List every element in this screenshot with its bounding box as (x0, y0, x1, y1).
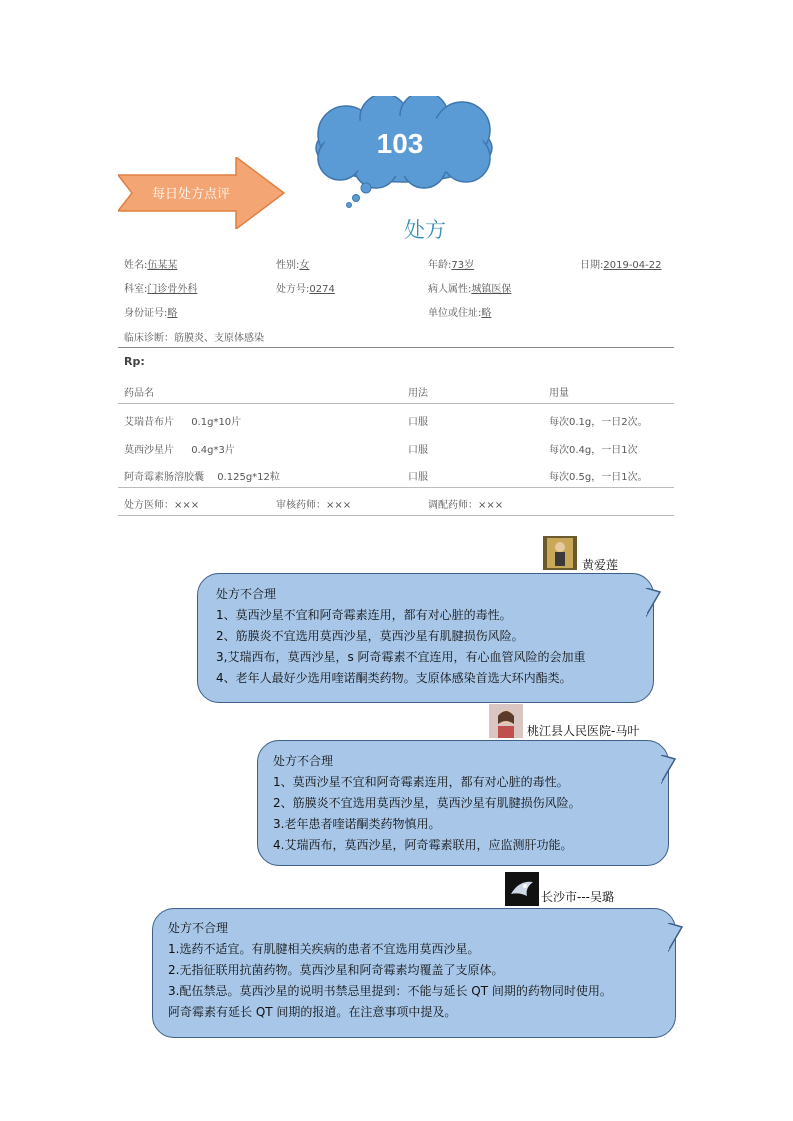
rx-number-value: 0274 (309, 284, 335, 295)
drug-name: 莫西沙星片 (124, 445, 174, 456)
date-field: 日期:2019-04-22 (580, 260, 662, 271)
drug-usage: 口服 (408, 417, 428, 428)
avatar (489, 704, 523, 738)
age-value: 73岁 (451, 260, 475, 271)
id-field: 身份证号:略 (124, 308, 178, 319)
divider (118, 347, 674, 348)
drug-usage: 口服 (408, 472, 428, 483)
banner-label: 每日处方点评 (151, 187, 230, 202)
patient-attr-value: 城镇医保 (471, 284, 512, 295)
doctor-signature: 处方医师：××× (124, 500, 200, 511)
dept-field: 科室:门诊骨外科 (124, 284, 198, 295)
gender-value: 女 (299, 260, 310, 271)
drug-spec: 0.4g*3片 (191, 445, 235, 456)
dept-value: 门诊骨外科 (147, 284, 198, 295)
diagnosis: 临床诊断：筋膜炎、支原体感染 (124, 333, 264, 344)
bubble-tail (661, 755, 677, 785)
avatar (543, 536, 577, 570)
table-row (124, 413, 241, 428)
comment-text: 处方不合理 1、莫西沙星不宜和阿奇霉素连用，都有对心脏的毒性。 2、筋膜炎不宜选用莫西沙星，莫西沙星有肌腱损伤风险。 3,艾瑞西布，莫西沙星，s 阿奇霉素不宜连用，有心血管风险的会加重 4、老年人最好少选用喹诺酮类药物。支原体感染首选大环内酯类。 (216, 587, 586, 685)
date-value: 2019-04-22 (603, 260, 662, 271)
drug-dose: 每次0.4g，一日1次 (549, 445, 638, 456)
drug-spec: 0.125g*12粒 (217, 472, 280, 483)
bubble-tail (646, 588, 662, 618)
col-dose: 用量 (549, 388, 569, 399)
drug-name: 艾瑞昔布片 (124, 417, 174, 428)
comment-text: 处方不合理 1、莫西沙星不宜和阿奇霉素连用，都有对心脏的毒性。 2、筋膜炎不宜选用莫西沙星，莫西沙星有肌腱损伤风险。 3.老年患者喹诺酮类药物慎用。 4.艾瑞西布，莫西沙星，阿奇霉素联用，应监测肝功能。 (273, 754, 581, 852)
col-usage: 用法 (408, 388, 428, 399)
divider (118, 515, 674, 516)
comment-author: 桃江县人民医院-马叶 (527, 724, 640, 738)
id-value: 略 (167, 308, 178, 319)
rx-number-field: 处方号:0274 (276, 284, 335, 295)
gender-field: 性别:女 (276, 260, 310, 271)
bubble-tail (668, 923, 684, 953)
prescription-title: 处方 (404, 218, 446, 242)
drug-usage: 口服 (408, 445, 428, 456)
name-field: 姓名:伍某某 (124, 260, 178, 271)
table-row (124, 441, 235, 456)
name-value: 伍某某 (147, 260, 178, 271)
patient-attr-field: 病人属性:城镇医保 (428, 284, 512, 295)
address-field: 单位或住址:略 (428, 308, 492, 319)
divider (118, 487, 674, 488)
reviewer-signature: 审核药师：××× (276, 500, 352, 511)
table-row (124, 468, 280, 483)
issue-number: 103 (376, 128, 424, 159)
address-value: 略 (481, 308, 492, 319)
comment-text: 处方不合理 1.选药不适宜。有肌腱相关疾病的患者不宜选用莫西沙星。 2.无指征联用抗菌药物。莫西沙星和阿奇霉素均覆盖了支原体。 3.配伍禁忌。莫西沙星的说明书禁忌里提到：不能与延长 QT 间期的药物同时使用。 阿奇霉素有延长 QT 间期的报道。在注意事项中提及。 (168, 921, 612, 1019)
rp-label: Rp: (124, 355, 145, 368)
drug-dose: 每次0.5g，一日1次。 (549, 472, 648, 483)
drug-dose: 每次0.1g，一日2次。 (549, 417, 648, 428)
drug-spec: 0.1g*10片 (191, 417, 242, 428)
comment-author: 长沙市---吴璐 (541, 890, 614, 904)
comment-author: 黄爱莲 (582, 558, 619, 572)
col-drug-name: 药品名 (124, 388, 154, 399)
age-field: 年龄:73岁 (428, 260, 475, 271)
avatar (505, 872, 539, 906)
drug-name: 阿奇霉素肠溶胶囊 (124, 472, 204, 483)
divider (118, 403, 674, 404)
dispenser-signature: 调配药师：××× (428, 500, 504, 511)
